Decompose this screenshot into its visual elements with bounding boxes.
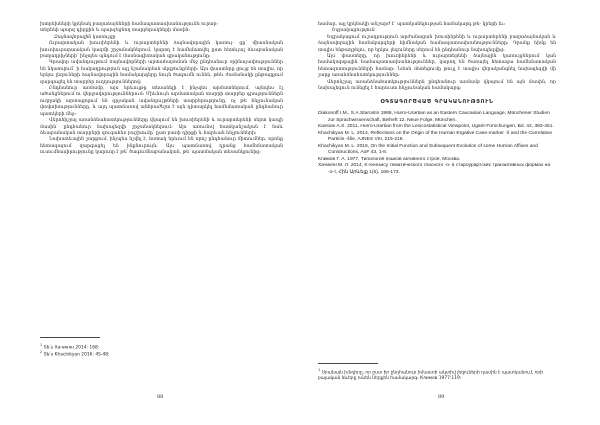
right-footnote-1 bbox=[318, 367, 556, 382]
right-paragraph-top: համար, այլ կրկնակի անշարժ է՝ պատկանելության համակարգ թե- կրերի եւ։ bbox=[318, 22, 506, 27]
left-footnote-2 bbox=[40, 349, 283, 358]
left-text-column bbox=[40, 22, 283, 157]
footnote-text: Տե՛ս Khachikyan 2016: 45-48: bbox=[43, 352, 110, 358]
left-paragraph-top-2: տերենի պարզ դիրքին և պարզեցնող տարբերակների մասին։ bbox=[40, 28, 191, 34]
footnote-mark: 1 bbox=[40, 343, 43, 347]
bibliography-entry: Khachikyan M. L. 2016, On the Initial Function and Subsequent Evolution of some Hurrian Affixes and Constructions, AoF 43, 1-8. bbox=[318, 143, 538, 156]
right-text-column bbox=[318, 22, 556, 176]
left-paragraph: Գրավոր ավանդույթում ձայնավորների արտահայտման մեջ ընդհանուր օրինաչափություններ են նկատվում՝ ի հակադրություն այլ նշանակման սկզբունքների։ Այս փաստերը ցույց են տալիս, որ երկու լեզուների ձայնավորային համակարգերը նույն ծագումն ունեն, թեև ժամանակի ընթացքում զարգացել են տարբեր ուղղություններով։ bbox=[40, 60, 283, 85]
right-subheading: Եզրակացություն bbox=[332, 28, 375, 34]
right-paragraph: Այս փաստերը, որ խուռիերենի և ուրարտերենի ձայնային կառույցներում կան համակարգային համապատասխանություններ, կարող են ծառայել հետագա համեմատական հետազոտությունների համար։ Նման մոտեցումը թույլ է տալիս վերականգնել նախալեզվի մի շարք առանձնահատկություններ։ bbox=[318, 54, 556, 79]
left-page-number: 88 bbox=[157, 394, 164, 400]
footnote-mark: 2 bbox=[40, 350, 43, 354]
left-paragraph: Ուրարտական խուռիերենի և ուրարտերենի ձայնավորային կառույ- ցը՝ միասնական խուռիուրարտական կազմի շրջանակներում, կարող է համեմատվել ըստ հետևյալ ձևաբանական բաղադրիչների՝ ինչպես պնդում է մասնագիտական գրականությունը։ bbox=[40, 41, 283, 60]
left-footnote-rule bbox=[40, 337, 100, 338]
left-paragraph-top-1: խտրեխների կրկնակ բաղաձայնների համապատասխանությունն ուրար- bbox=[40, 22, 219, 27]
right-paragraph: Եզրակացում ուշադրություն արժանացան խուռիերենի և ուրարտերենի բաղաձայնական և ձայնավորային համակարգերի հիմնական համապատասխանությունները։ Դրանք հիմք են տալիս ենթադրելու, որ երկու լեզուները սերում են ընդհանուր նախալեզվից։ bbox=[318, 34, 556, 53]
left-paragraph: Վերոհիշյալ առանձնահատկությունները վկայում են խուռիերենի և ուրարտերենի սերտ կապի մասին՝ ընդհանուր նախալեզվի շրջանակներում։ Այս առումով հատկանշական է նաև ձևաբանական տարրերի զուգահեռ բաշխումը՝ ըստ բառի դիրքի և հարևան հնչյունների։ bbox=[40, 118, 283, 136]
left-subheading: Ձայնավորային կառույցը bbox=[54, 34, 116, 40]
footnote-mark: 1 bbox=[318, 368, 321, 372]
right-footnote-rule bbox=[318, 363, 378, 364]
bibliography-entry: Хачикян М. Л. 2014, К генезису тематического гласного -о- в староурартских транзитивных формах на -о-т, Հին Արևելք 1(6), 166-173. bbox=[318, 163, 551, 175]
footnote-text: Տե՛ս Хачикян 2014: 168: bbox=[43, 345, 100, 351]
right-paragraph: Վերոնշյալ առանձնահատկություններն ընդհանուր առմամբ վկայում են այն մասին, որ նախալեզուն ունեցել է հարուստ հնչյունական համակարգ։ bbox=[318, 79, 556, 92]
left-paragraph: Նախաձևային շարքում, ինչպես նշվել է, հստակ երևում են որոշ ընդհանուր միտումներ, որոնք հետագայում զարգացել են ինքնուրույն։ Այս պատճառով դրանց համեմատական ուսումնասիրությունը կարևոր է թե՛ ծագումնաբանական, թե՛ պատմական տեսանկյունից։ bbox=[40, 137, 283, 156]
right-page-number: 89 bbox=[438, 394, 445, 400]
bibliography-heading: ՕԳՏԱԳՈՐԾՎԱԾ ԳՐԱԿԱՆՈՒԹՅՈՒՆ bbox=[380, 99, 494, 106]
bibliography-entry: Kassian A.S. 2011, Hurro-Urartian from the Lexicostatistical Viewpoint, Ugarit-Forschungen, Bd. 42, 383-451. bbox=[318, 124, 554, 130]
bibliography-entry: Климов Г. А. 1977, Типология языков активного строя, Москва. bbox=[318, 156, 461, 162]
footnote-text: Սրանայն խնդիրը, որ ըստ իր ընդհանուր իմաստի ակտիվ լեզուների դասին է պատկանում, որի բայական ձևերը ունեն ներքին համակարգ։ Климов 1977:119: bbox=[318, 370, 543, 382]
bibliography-entry: Khachikyan M. L. 2014, Reflections on the Origin of the Hurrian Ergative Case-marker -š and the Correlative Particle -šše, AJNES VIII, 215-218. bbox=[318, 130, 553, 143]
left-paragraph: Ընդհանուր առմամբ, այս երևույթը տեսանելի է ինչպես արմատներում, այնպես էլ ածանցներում ու վերջավորություններում։ Միևնույն արմատական տարրի տարբեր գրություններն ուղղակի արտացոլում են գրչական ավանդույթների տարբերությունը, ոչ թե հնչյունական փոփոխությունները, և այդ պատճառով անհրաժեշտ է այն դիտարկել համեմատական ընդհանուր պատկերի մեջ։ bbox=[40, 86, 283, 117]
bibliography-entry: Diakonoff I.M., S.A.Starostin 1986, Hurro-Urartian as an Eastern Caucasian Language, Münchener Studien zur Sprachwissenschaft, Beiheft 12. Neue Folge, München. bbox=[318, 111, 550, 123]
